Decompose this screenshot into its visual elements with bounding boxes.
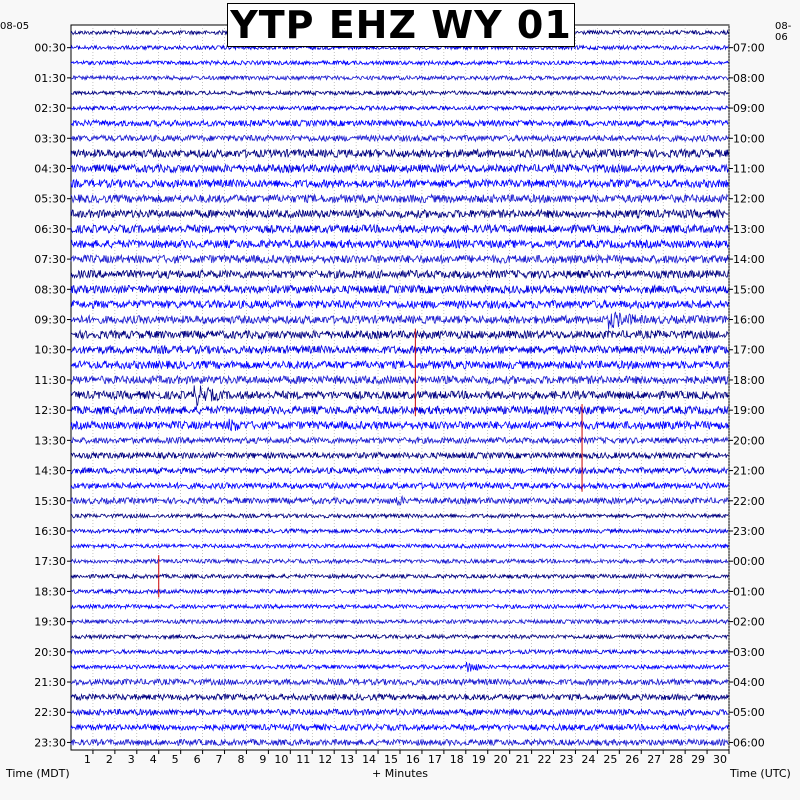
right-time-label: 05:00 bbox=[733, 706, 765, 720]
x-tick-label: 25 bbox=[603, 753, 618, 766]
x-tick-label: 27 bbox=[647, 753, 662, 766]
start-date-label: 08-05 bbox=[0, 21, 30, 32]
right-time-label: 08:00 bbox=[733, 71, 765, 85]
x-tick-label: 24 bbox=[581, 753, 596, 766]
right-time-label: 16:00 bbox=[733, 313, 765, 327]
right-time-label: 10:00 bbox=[733, 132, 765, 146]
left-time-label: 23:30 bbox=[34, 736, 66, 750]
x-tick-label: 4 bbox=[149, 753, 157, 766]
x-tick-label: 28 bbox=[669, 753, 684, 766]
x-axis-label: + Minutes bbox=[372, 767, 429, 780]
x-tick-label: 21 bbox=[515, 753, 530, 766]
right-time-label: 22:00 bbox=[733, 494, 765, 508]
left-time-label: 08:30 bbox=[34, 283, 66, 297]
right-time-label: 09:00 bbox=[733, 102, 765, 116]
right-time-label: 14:00 bbox=[733, 253, 765, 267]
right-time-label: 19:00 bbox=[733, 404, 765, 418]
x-tick-label: 7 bbox=[215, 753, 223, 766]
right-time-label: 23:00 bbox=[733, 524, 765, 538]
right-time-label: 06:00 bbox=[733, 736, 765, 750]
x-tick-label: 11 bbox=[296, 753, 311, 766]
left-time-label: 17:30 bbox=[34, 555, 66, 569]
right-time-label: 00:00 bbox=[733, 555, 765, 569]
left-time-label: 06:30 bbox=[34, 222, 66, 236]
x-tick-label: 1 bbox=[83, 753, 91, 766]
x-tick-label: 12 bbox=[318, 753, 333, 766]
x-tick-label: 10 bbox=[274, 753, 289, 766]
right-time-label: 18:00 bbox=[733, 373, 765, 387]
left-time-label: 01:30 bbox=[34, 71, 66, 85]
right-time-label: 12:00 bbox=[733, 192, 765, 206]
x-tick-label: 5 bbox=[171, 753, 179, 766]
left-time-label: 02:30 bbox=[34, 102, 66, 116]
x-tick-label: 16 bbox=[405, 753, 420, 766]
x-tick-label: 29 bbox=[691, 753, 706, 766]
left-time-label: 13:30 bbox=[34, 434, 66, 448]
left-time-label: 00:30 bbox=[34, 41, 66, 55]
right-time-label: 15:00 bbox=[733, 283, 765, 297]
left-time-label: 09:30 bbox=[34, 313, 66, 327]
left-axis-label: Time (MDT) bbox=[6, 767, 70, 780]
station-title: YTP EHZ WY 01 bbox=[230, 3, 572, 47]
x-tick-label: 19 bbox=[471, 753, 486, 766]
right-time-label: 03:00 bbox=[733, 645, 765, 659]
left-time-label: 14:30 bbox=[34, 464, 66, 478]
x-tick-label: 9 bbox=[259, 753, 267, 766]
left-time-label: 07:30 bbox=[34, 253, 66, 267]
right-axis-label: Time (UTC) bbox=[730, 767, 791, 780]
x-tick-label: 18 bbox=[449, 753, 464, 766]
x-tick-label: 30 bbox=[713, 753, 727, 766]
right-time-label: 21:00 bbox=[733, 464, 765, 478]
end-date-label: 08-06 bbox=[775, 21, 792, 43]
x-tick-label: 14 bbox=[362, 753, 377, 766]
left-time-label: 15:30 bbox=[34, 494, 66, 508]
x-tick-label: 22 bbox=[537, 753, 552, 766]
right-time-label: 20:00 bbox=[733, 434, 765, 448]
right-time-label: 13:00 bbox=[733, 222, 765, 236]
right-time-label: 07:00 bbox=[733, 41, 765, 55]
left-time-label: 18:30 bbox=[34, 585, 66, 599]
right-time-label: 01:00 bbox=[733, 585, 765, 599]
right-time-label: 17:00 bbox=[733, 343, 765, 357]
left-time-label: 19:30 bbox=[34, 615, 66, 629]
left-time-label: 05:30 bbox=[34, 192, 66, 206]
left-time-label: 20:30 bbox=[34, 645, 66, 659]
left-time-label: 16:30 bbox=[34, 524, 66, 538]
right-time-label: 04:00 bbox=[733, 676, 765, 690]
station-title-box bbox=[227, 3, 575, 47]
x-tick-label: 6 bbox=[193, 753, 201, 766]
right-time-label: 11:00 bbox=[733, 162, 765, 176]
left-time-label: 04:30 bbox=[34, 162, 66, 176]
left-time-label: 03:30 bbox=[34, 132, 66, 146]
left-time-label: 21:30 bbox=[34, 676, 66, 690]
x-tick-label: 8 bbox=[237, 753, 245, 766]
x-tick-label: 15 bbox=[384, 753, 398, 766]
left-time-label: 10:30 bbox=[34, 343, 66, 357]
x-tick-label: 23 bbox=[559, 753, 574, 766]
x-tick-label: 13 bbox=[340, 753, 355, 766]
x-tick-label: 2 bbox=[105, 753, 113, 766]
x-tick-label: 17 bbox=[427, 753, 442, 766]
right-time-label: 02:00 bbox=[733, 615, 765, 629]
left-time-label: 22:30 bbox=[34, 706, 66, 720]
x-tick-label: 26 bbox=[625, 753, 640, 766]
x-tick-label: 20 bbox=[493, 753, 508, 766]
left-time-label: 11:30 bbox=[34, 373, 66, 387]
left-time-label: 12:30 bbox=[34, 404, 66, 418]
x-tick-label: 3 bbox=[127, 753, 135, 766]
